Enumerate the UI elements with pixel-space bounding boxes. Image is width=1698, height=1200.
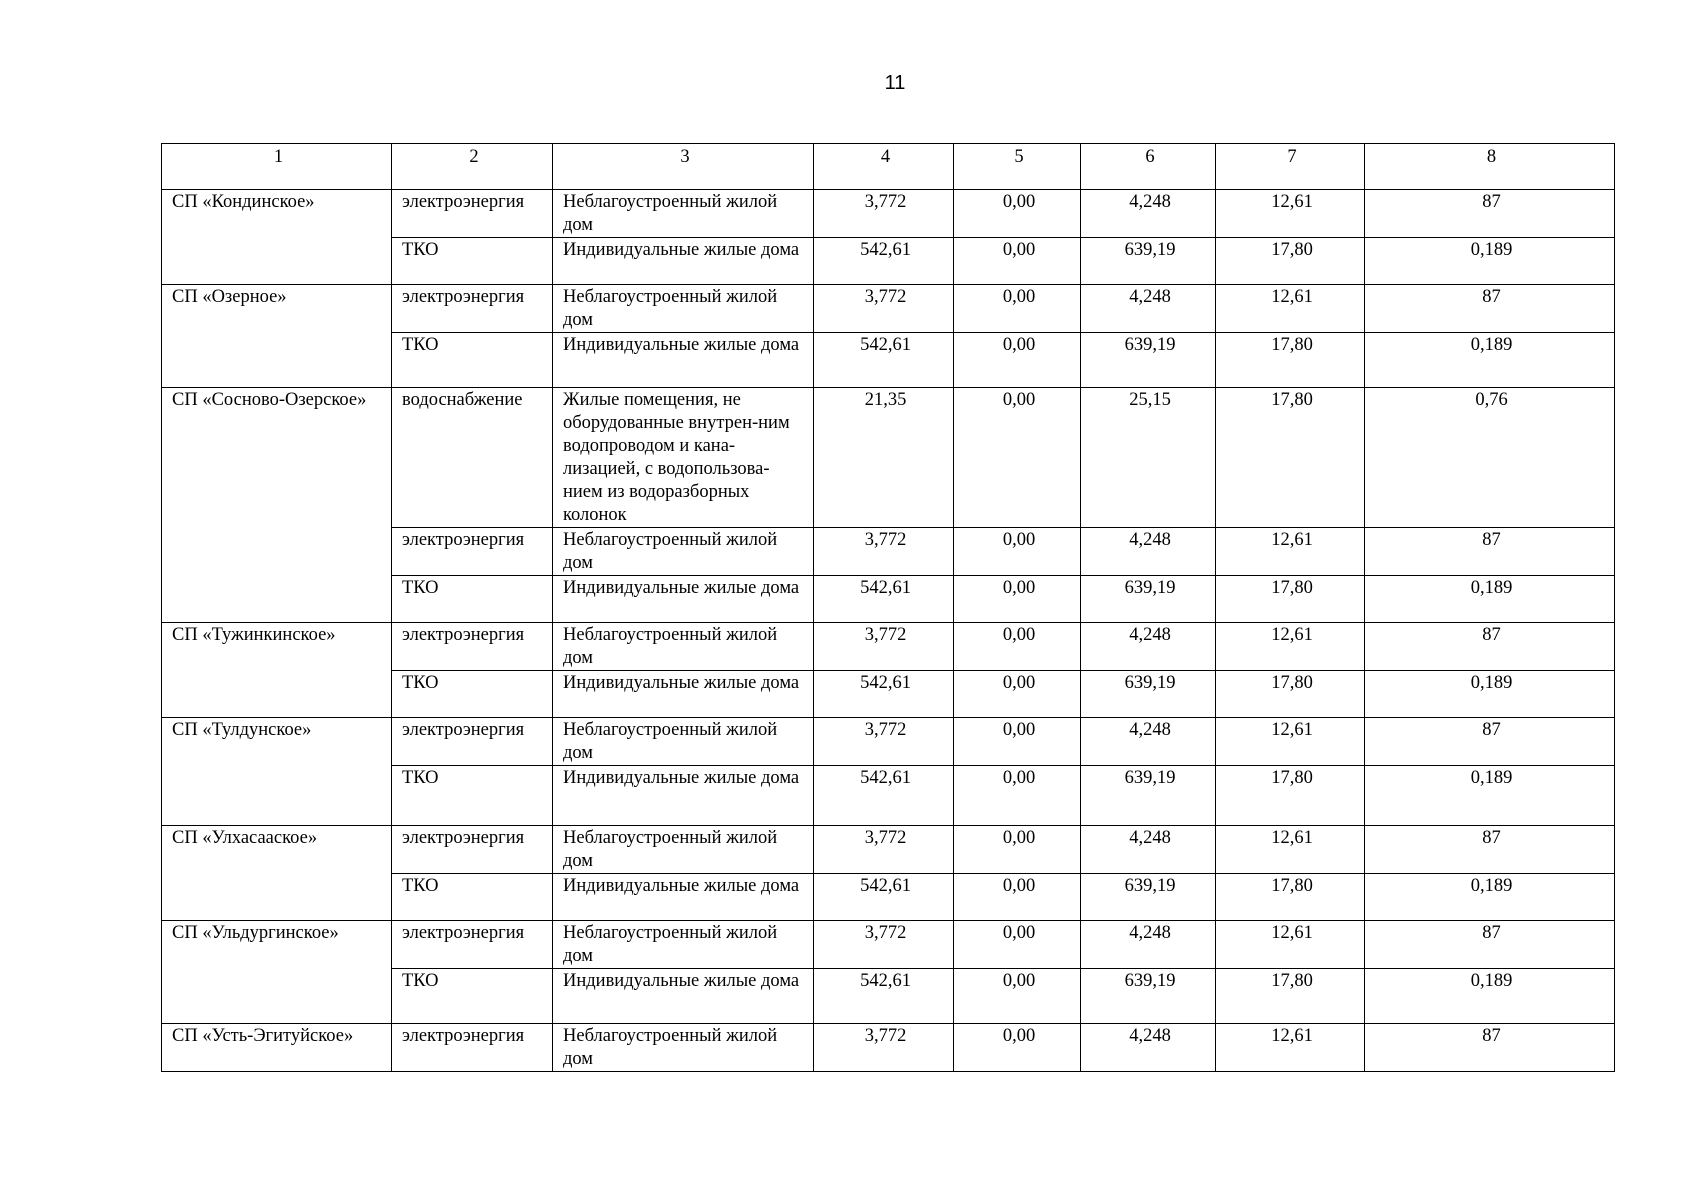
service-cell: ТКО	[392, 671, 553, 718]
value-cell: 0,00	[954, 874, 1081, 921]
settlement-cell: СП «Улхасаaское»	[162, 826, 392, 921]
value-cell: 0,00	[954, 285, 1081, 333]
value-cell: 87	[1365, 826, 1615, 874]
value-cell: 3,772	[814, 826, 954, 874]
category-cell: Индивидуальные жилые дома	[553, 576, 814, 623]
value-cell: 542,61	[814, 766, 954, 826]
value-cell: 87	[1365, 623, 1615, 671]
category-cell: Неблагоустроенный жилой дом	[553, 623, 814, 671]
value-cell: 87	[1365, 1024, 1615, 1072]
value-cell: 639,19	[1081, 766, 1216, 826]
value-cell: 12,61	[1216, 623, 1365, 671]
value-cell: 12,61	[1216, 1024, 1365, 1072]
category-cell: Неблагоустроенный жилой дом	[553, 285, 814, 333]
value-cell: 0,00	[954, 623, 1081, 671]
value-cell: 639,19	[1081, 874, 1216, 921]
value-cell: 3,772	[814, 623, 954, 671]
value-cell: 0,00	[954, 1024, 1081, 1072]
settlement-cell: СП «Кондинское»	[162, 190, 392, 285]
value-cell: 12,61	[1216, 285, 1365, 333]
value-cell: 12,61	[1216, 718, 1365, 766]
value-cell: 17,80	[1216, 766, 1365, 826]
service-cell: ТКО	[392, 969, 553, 1024]
value-cell: 542,61	[814, 238, 954, 285]
value-cell: 0,189	[1365, 238, 1615, 285]
category-cell: Неблагоустроенный жилой дом	[553, 921, 814, 969]
settlement-cell: СП «Сосново-Озерское»	[162, 388, 392, 623]
value-cell: 639,19	[1081, 238, 1216, 285]
value-cell: 0,00	[954, 576, 1081, 623]
value-cell: 3,772	[814, 1024, 954, 1072]
header-cell: 1	[162, 144, 392, 190]
value-cell: 17,80	[1216, 874, 1365, 921]
value-cell: 542,61	[814, 969, 954, 1024]
value-cell: 12,61	[1216, 190, 1365, 238]
value-cell: 0,00	[954, 826, 1081, 874]
header-cell: 8	[1365, 144, 1615, 190]
value-cell: 4,248	[1081, 190, 1216, 238]
value-cell: 17,80	[1216, 388, 1365, 528]
service-cell: ТКО	[392, 766, 553, 826]
category-cell: Неблагоустроенный жилой дом	[553, 1024, 814, 1072]
value-cell: 17,80	[1216, 671, 1365, 718]
tariff-table	[161, 143, 1615, 1072]
value-cell: 639,19	[1081, 671, 1216, 718]
category-cell: Неблагоустроенный жилой дом	[553, 826, 814, 874]
value-cell: 87	[1365, 921, 1615, 969]
category-cell: Индивидуальные жилые дома	[553, 766, 814, 826]
header-cell: 7	[1216, 144, 1365, 190]
table-row	[162, 1024, 1615, 1072]
value-cell: 3,772	[814, 921, 954, 969]
service-cell: электроэнергия	[392, 285, 553, 333]
value-cell: 0,00	[954, 671, 1081, 718]
table-row	[162, 190, 1615, 238]
value-cell: 4,248	[1081, 528, 1216, 576]
category-cell: Индивидуальные жилые дома	[553, 238, 814, 285]
category-cell: Индивидуальные жилые дома	[553, 671, 814, 718]
table-row	[162, 718, 1615, 766]
settlement-cell: СП «Озерное»	[162, 285, 392, 388]
table-row	[162, 623, 1615, 671]
value-cell: 87	[1365, 190, 1615, 238]
value-cell: 639,19	[1081, 969, 1216, 1024]
value-cell: 17,80	[1216, 969, 1365, 1024]
value-cell: 0,00	[954, 766, 1081, 826]
page-number: 11	[884, 72, 906, 94]
header-row	[162, 144, 1615, 190]
value-cell: 639,19	[1081, 333, 1216, 388]
service-cell: электроэнергия	[392, 623, 553, 671]
value-cell: 0,189	[1365, 969, 1615, 1024]
value-cell: 17,80	[1216, 576, 1365, 623]
value-cell: 4,248	[1081, 921, 1216, 969]
service-cell: электроэнергия	[392, 921, 553, 969]
service-cell: электроэнергия	[392, 1024, 553, 1072]
value-cell: 4,248	[1081, 1024, 1216, 1072]
category-cell: Неблагоустроенный жилой дом	[553, 190, 814, 238]
value-cell: 4,248	[1081, 623, 1216, 671]
table-row	[162, 921, 1615, 969]
value-cell: 0,00	[954, 528, 1081, 576]
value-cell: 0,00	[954, 388, 1081, 528]
value-cell: 0,189	[1365, 766, 1615, 826]
category-cell: Жилые помещения, не оборудованные внутрен-ним водопроводом и кана-лизацией, с водопользова-нием из водоразборных колонок	[553, 388, 814, 528]
value-cell: 0,189	[1365, 874, 1615, 921]
value-cell: 0,00	[954, 238, 1081, 285]
value-cell: 0,00	[954, 333, 1081, 388]
category-cell: Индивидуальные жилые дома	[553, 969, 814, 1024]
service-cell: ТКО	[392, 238, 553, 285]
value-cell: 25,15	[1081, 388, 1216, 528]
value-cell: 3,772	[814, 285, 954, 333]
settlement-cell: СП «Тужинкинское»	[162, 623, 392, 718]
category-cell: Индивидуальные жилые дома	[553, 874, 814, 921]
value-cell: 0,00	[954, 921, 1081, 969]
value-cell: 4,248	[1081, 826, 1216, 874]
settlement-cell: СП «Ульдургинское»	[162, 921, 392, 1024]
service-cell: электроэнергия	[392, 718, 553, 766]
value-cell: 12,61	[1216, 921, 1365, 969]
value-cell: 542,61	[814, 333, 954, 388]
value-cell: 17,80	[1216, 238, 1365, 285]
header-cell: 6	[1081, 144, 1216, 190]
service-cell: ТКО	[392, 333, 553, 388]
service-cell: электроэнергия	[392, 826, 553, 874]
value-cell: 87	[1365, 528, 1615, 576]
value-cell: 0,189	[1365, 576, 1615, 623]
value-cell: 87	[1365, 718, 1615, 766]
value-cell: 0,189	[1365, 671, 1615, 718]
table-row	[162, 285, 1615, 333]
header-cell: 4	[814, 144, 954, 190]
value-cell: 0,76	[1365, 388, 1615, 528]
service-cell: электроэнергия	[392, 190, 553, 238]
value-cell: 542,61	[814, 671, 954, 718]
value-cell: 542,61	[814, 576, 954, 623]
value-cell: 87	[1365, 285, 1615, 333]
value-cell: 639,19	[1081, 576, 1216, 623]
service-cell: электроэнергия	[392, 528, 553, 576]
header-cell: 5	[954, 144, 1081, 190]
value-cell: 0,189	[1365, 333, 1615, 388]
service-cell: ТКО	[392, 576, 553, 623]
service-cell: ТКО	[392, 874, 553, 921]
value-cell: 17,80	[1216, 333, 1365, 388]
value-cell: 0,00	[954, 969, 1081, 1024]
settlement-cell: СП «Тулдунское»	[162, 718, 392, 826]
value-cell: 3,772	[814, 718, 954, 766]
category-cell: Неблагоустроенный жилой дом	[553, 528, 814, 576]
value-cell: 12,61	[1216, 826, 1365, 874]
value-cell: 3,772	[814, 528, 954, 576]
value-cell: 12,61	[1216, 528, 1365, 576]
value-cell: 0,00	[954, 718, 1081, 766]
value-cell: 542,61	[814, 874, 954, 921]
header-cell: 3	[553, 144, 814, 190]
value-cell: 3,772	[814, 190, 954, 238]
settlement-cell: СП «Усть-Эгитуйское»	[162, 1024, 392, 1072]
service-cell: водоснабжение	[392, 388, 553, 528]
header-cell: 2	[392, 144, 553, 190]
table-row	[162, 388, 1615, 528]
category-cell: Неблагоустроенный жилой дом	[553, 718, 814, 766]
value-cell: 4,248	[1081, 285, 1216, 333]
category-cell: Индивидуальные жилые дома	[553, 333, 814, 388]
value-cell: 4,248	[1081, 718, 1216, 766]
table-row	[162, 826, 1615, 874]
value-cell: 21,35	[814, 388, 954, 528]
value-cell: 0,00	[954, 190, 1081, 238]
